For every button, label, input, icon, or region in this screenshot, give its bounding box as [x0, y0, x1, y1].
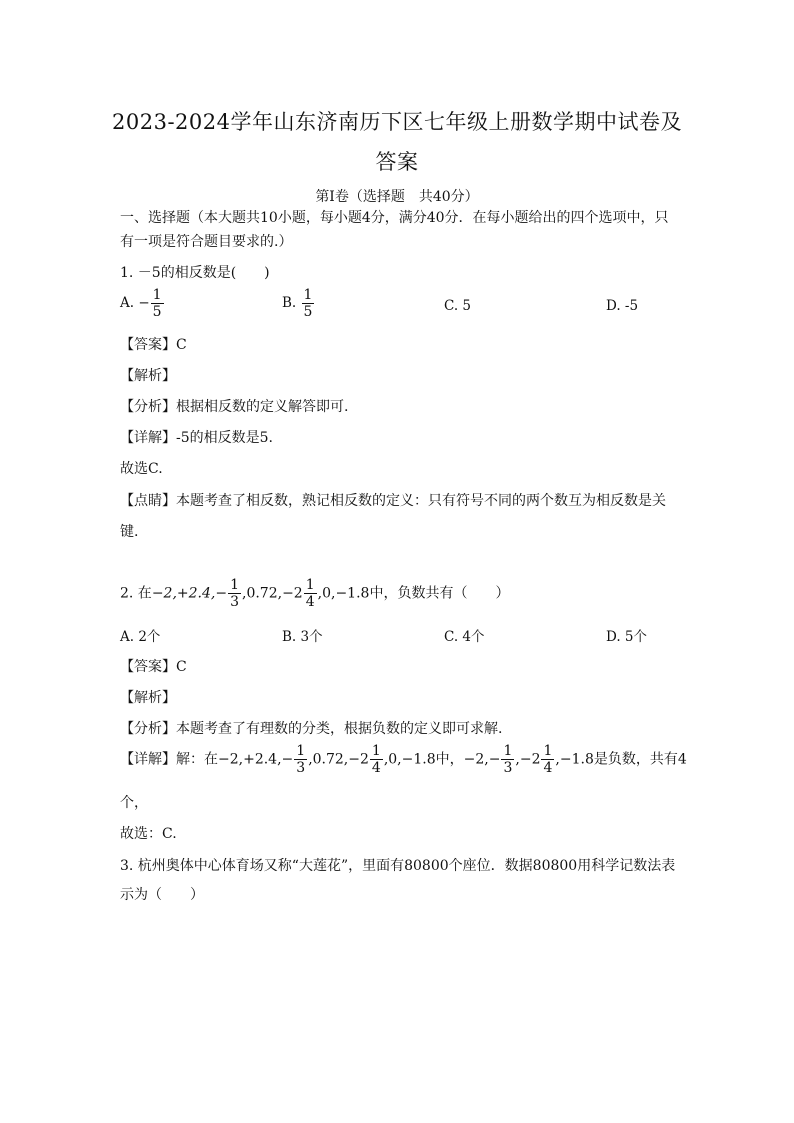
q2-choice: 故选：C.	[120, 826, 177, 842]
fraction-denominator: 5	[152, 304, 162, 320]
q2-stem-numbers: −2,+2.4,−	[151, 585, 228, 602]
fraction-numerator: 1	[305, 577, 315, 593]
fraction-denominator: 3	[503, 760, 513, 776]
fraction-denominator: 4	[543, 760, 553, 776]
q1-xiangjie: 【详解】-5的相反数是5.	[120, 430, 273, 446]
q2-analysis-heading: 【解析】	[120, 690, 176, 706]
fraction-numerator: 1	[371, 743, 381, 759]
document-title-line2: 答案	[375, 150, 419, 174]
q1-answer: 【答案】C	[120, 337, 187, 353]
q1-option-b	[282, 288, 315, 319]
q1-analysis-heading: 【解析】	[120, 368, 176, 384]
fraction-numerator: 1	[503, 743, 513, 759]
q1-option-c: C. 5	[444, 298, 472, 314]
q3-stem-line1: 3. 杭州奥体中心体育场又称“大莲花”，里面有80800个座位．数据80800用科学记数法表	[120, 858, 676, 874]
q2-stem-suffix: 中，负数共有（ ）	[369, 585, 510, 602]
q1-option-b-label: B.	[282, 295, 301, 311]
q2-option-c: C. 4个	[444, 629, 485, 645]
fraction-numerator: 1	[152, 287, 162, 303]
fraction-denominator: 4	[305, 594, 315, 610]
q2-stem-fraction-2	[304, 578, 317, 609]
q3-stem-line2: 示为（ ）	[120, 887, 204, 903]
q2-stem-numbers: ,0.72,−2	[242, 585, 303, 602]
section-instructions: 一、选择题（本大题共10小题，每小题4分，满分40分．在每小题给出的四个选项中，只有一项是符合题目要求的.）	[120, 210, 669, 250]
fraction-numerator: 1	[296, 743, 306, 759]
q2-answer: 【答案】C	[120, 659, 187, 675]
q2-stem-numbers: ,0,−1.8	[317, 585, 370, 602]
q2-option-a: A. 2个	[120, 629, 161, 645]
q2-stem-prefix: 2. 在	[120, 585, 152, 602]
q2-stem	[120, 578, 509, 609]
q2-xiangjie-numbers: ,0.72,−2	[308, 751, 369, 768]
q1-choice: 故选C.	[120, 461, 163, 477]
fraction-numerator: 1	[303, 287, 313, 303]
fraction-numerator: 1	[543, 743, 553, 759]
q2-xiangjie-prefix: 【详解】解：在	[120, 751, 218, 768]
q2-xiangjie-numbers: −2,−	[463, 751, 501, 768]
q2-xiangjie	[120, 744, 687, 775]
q2-option-b: B. 3个	[282, 629, 323, 645]
fraction-denominator: 5	[303, 304, 313, 320]
volume-header: 第Ⅰ卷（选择题 共40分）	[315, 189, 479, 205]
q2-stem-fraction-1	[228, 578, 241, 609]
q2-xiangjie-numbers: ,−2	[515, 751, 541, 768]
q1-option-a	[120, 288, 165, 319]
q2-xiangjie-numbers: −2,+2.4,−	[218, 751, 294, 768]
q1-fenxi: 【分析】根据相反数的定义解答即可.	[120, 399, 349, 415]
q2-xiangjie-line2: 个，	[120, 795, 148, 811]
q2-xiangjie-fraction-1	[294, 744, 307, 775]
q1-stem: 1. －5的相反数是( )	[120, 265, 270, 281]
q2-xiangjie-fraction-3	[501, 744, 514, 775]
fraction-numerator: 1	[230, 577, 239, 593]
q1-option-a-fraction	[151, 288, 164, 319]
fraction-denominator: 3	[230, 594, 239, 610]
q2-xiangjie-numbers: ,0,−1.8	[383, 751, 436, 768]
q1-dianjing-line1: 【点睛】本题考查了相反数，熟记相反数的定义：只有符号不同的两个数互为相反数是关	[120, 493, 666, 509]
q1-option-a-label: A. −	[120, 295, 150, 311]
document-title-line1: 2023-2024学年山东济南历下区七年级上册数学期中试卷及	[112, 110, 682, 134]
q2-xiangjie-fraction-4	[541, 744, 554, 775]
q2-xiangjie-mid: 中，	[435, 751, 464, 768]
q1-option-b-fraction	[302, 288, 315, 319]
q1-option-d: D. -5	[606, 298, 639, 314]
q2-xiangjie-suffix: 是负数，共有4	[593, 751, 687, 768]
q2-fenxi: 【分析】本题考查了有理数的分类，根据负数的定义即可求解.	[120, 721, 503, 737]
q1-dianjing-line2: 键.	[120, 524, 139, 540]
fraction-denominator: 3	[296, 760, 306, 776]
q2-option-d: D. 5个	[606, 629, 648, 645]
q2-xiangjie-numbers: ,−1.8	[555, 751, 594, 768]
fraction-denominator: 4	[371, 760, 381, 776]
q2-xiangjie-fraction-2	[370, 744, 383, 775]
